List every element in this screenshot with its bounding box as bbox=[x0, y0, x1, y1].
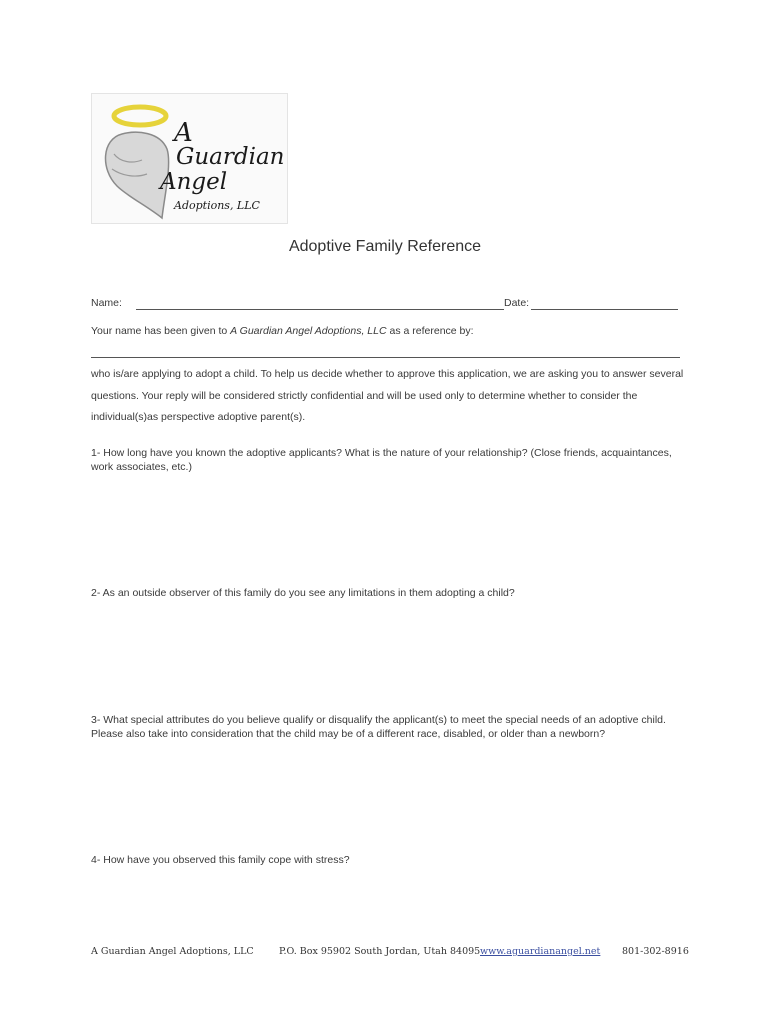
footer-company: A Guardian Angel Adoptions, LLC bbox=[91, 946, 254, 957]
question-3: 3- What special attributes do you believe qualify or disqualify the applicant(s) to meet the special needs of an adoptive child. Please also take into consideration that the child may be of a different race, disabled, or older than a newborn? bbox=[91, 714, 666, 740]
halo-icon bbox=[114, 107, 166, 125]
question-1: 1- How long have you known the adoptive applicants? What is the nature of your relationship? (Close friends, acquaintances, work associates, etc.) bbox=[91, 447, 672, 473]
reference-prefix: Your name has been given to bbox=[91, 325, 228, 337]
name-label: Name: bbox=[91, 297, 122, 309]
name-field[interactable] bbox=[136, 309, 504, 310]
question-2: 2- As an outside observer of this family do you see any limitations in them adopting a child? bbox=[91, 587, 515, 599]
footer-website-link[interactable]: www.aguardianangel.net bbox=[480, 946, 601, 957]
date-field[interactable] bbox=[531, 309, 678, 310]
page-title: Adoptive Family Reference bbox=[288, 238, 482, 255]
footer-phone: 801-302-8916 bbox=[622, 946, 689, 957]
date-label: Date: bbox=[504, 297, 530, 309]
logo-text-angel: Angel bbox=[160, 169, 228, 195]
footer-address: P.O. Box 95902 South Jordan, Utah 84095 bbox=[279, 946, 481, 957]
applicant-name-field[interactable] bbox=[91, 357, 680, 358]
logo-text-guardian: Guardian bbox=[176, 144, 285, 170]
logo-text-adoptions: Adoptions, LLC bbox=[174, 199, 260, 212]
company-logo bbox=[91, 93, 288, 224]
reference-organization: A Guardian Angel Adoptions, LLC bbox=[230, 325, 387, 337]
reference-statement bbox=[91, 325, 474, 337]
reference-suffix: as a reference by: bbox=[389, 325, 474, 337]
intro-paragraph: who is/are applying to adopt a child. To help us decide whether to approve this application, we are asking you to answer several questions. Your reply will be considered strictly confidential and will be used only to determine whether to consider the individual(s)as perspective adoptive parent(s). bbox=[91, 368, 684, 423]
question-4: 4- How have you observed this family cope with stress? bbox=[91, 854, 350, 866]
logo-text-a: A bbox=[174, 118, 193, 148]
